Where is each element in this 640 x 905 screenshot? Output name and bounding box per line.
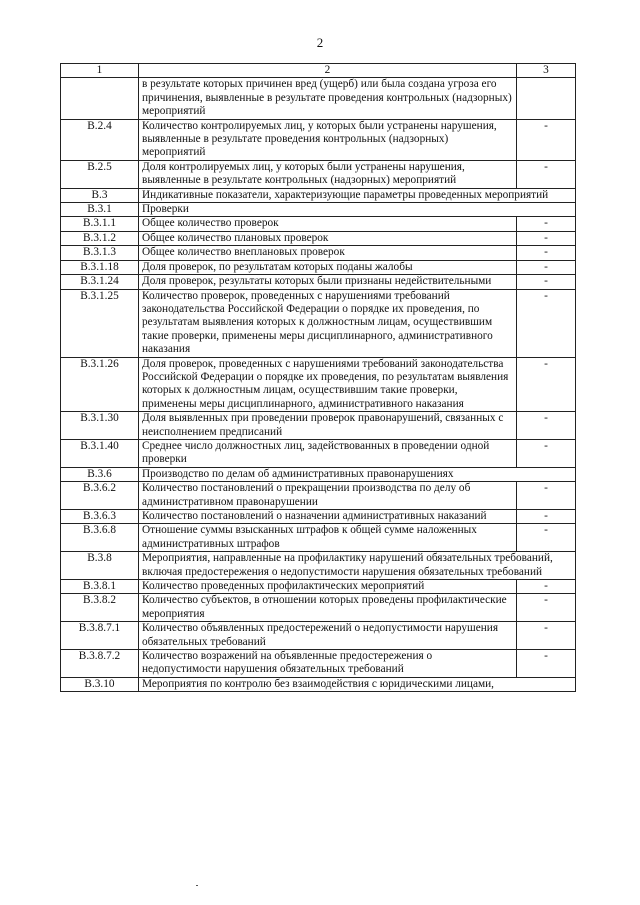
indicator-mark: - xyxy=(517,650,576,678)
indicator-description: Производство по делам об административных правонарушениях xyxy=(139,467,576,481)
indicator-mark: - xyxy=(517,482,576,510)
indicator-code: В.3.6.2 xyxy=(61,482,139,510)
indicator-code: В.2.4 xyxy=(61,119,139,160)
indicator-description: Количество постановлений о назначении административных наказаний xyxy=(139,510,517,524)
indicator-code: В.3.1.40 xyxy=(61,439,139,467)
table-row xyxy=(61,510,576,524)
indicator-description: Доля проверок, результаты которых были признаны недействительными xyxy=(139,275,517,289)
column-header-2: 2 xyxy=(139,64,517,78)
table-row xyxy=(61,467,576,481)
indicator-description: Количество проведенных профилактических мероприятий xyxy=(139,580,517,594)
indicator-mark: - xyxy=(517,217,576,231)
indicator-mark: - xyxy=(517,412,576,440)
indicator-description: Индикативные показатели, характеризующие параметры проведенных мероприятий xyxy=(139,188,576,202)
indicator-description: Количество проверок, проведенных с нарушениями требований законодательства Российской Федерации о порядке их проведения, по результатам выявления которых к должностным лицам, осуществившим такие проверки, применены меры дисциплинарного, административного наказания xyxy=(139,289,517,357)
indicator-code: В.3.1.24 xyxy=(61,275,139,289)
table-row xyxy=(61,119,576,160)
table-row xyxy=(61,217,576,231)
indicator-description: Количество объявленных предостережений о недопустимости нарушения обязательных требований xyxy=(139,622,517,650)
indicator-code: В.3.1.25 xyxy=(61,289,139,357)
scan-speck xyxy=(196,885,198,886)
indicator-description: Среднее число должностных лиц, задействованных в проведении одной проверки xyxy=(139,439,517,467)
indicator-mark: - xyxy=(517,622,576,650)
indicator-description: Количество возражений на объявленные предостережения о недопустимости нарушения обязательных требований xyxy=(139,650,517,678)
indicator-code: В.3.8.2 xyxy=(61,594,139,622)
indicator-mark: - xyxy=(517,246,576,260)
page-number: 2 xyxy=(316,35,324,50)
indicator-code: В.3.8.1 xyxy=(61,580,139,594)
table-row xyxy=(61,622,576,650)
indicator-description: Общее количество плановых проверок xyxy=(139,231,517,245)
table-row xyxy=(61,439,576,467)
table-row xyxy=(61,203,576,217)
table-row xyxy=(61,412,576,440)
indicator-code: В.3.8.7.2 xyxy=(61,650,139,678)
table-row xyxy=(61,594,576,622)
table-row xyxy=(61,289,576,357)
table-row xyxy=(61,580,576,594)
indicator-mark: - xyxy=(517,275,576,289)
indicator-description: Отношение суммы взысканных штрафов к общей сумме наложенных административных штрафов xyxy=(139,524,517,552)
indicator-code: В.3.1.2 xyxy=(61,231,139,245)
indicator-description: Доля проверок, проведенных с нарушениями требований законодательства Российской Федерации о порядке их проведения, по результатам выявления которых к должностным лицам, осуществившим такие проверки, применены меры дисциплинарного, административного наказания xyxy=(139,357,517,412)
indicator-description: Общее количество проверок xyxy=(139,217,517,231)
table-row xyxy=(61,677,576,691)
indicator-code: В.3.1.1 xyxy=(61,217,139,231)
table-row xyxy=(61,524,576,552)
indicator-code xyxy=(61,78,139,119)
indicator-description: Доля контролируемых лиц, у которых были устранены нарушения, выявленные в результате контрольных (надзорных) мероприятий xyxy=(139,160,517,188)
table-row xyxy=(61,275,576,289)
indicator-description: Общее количество внеплановых проверок xyxy=(139,246,517,260)
indicators-table xyxy=(60,63,576,692)
table-row xyxy=(61,482,576,510)
indicator-code: В.3.10 xyxy=(61,677,139,691)
indicator-mark: - xyxy=(517,357,576,412)
table-row xyxy=(61,650,576,678)
table-row xyxy=(61,78,576,119)
column-header-3: 3 xyxy=(517,64,576,78)
table-row xyxy=(61,160,576,188)
indicator-code: В.3.6 xyxy=(61,467,139,481)
indicator-mark: - xyxy=(517,510,576,524)
indicator-mark: - xyxy=(517,594,576,622)
table-row xyxy=(61,260,576,274)
table-row xyxy=(61,357,576,412)
indicator-description: Количество контролируемых лиц, у которых были устранены нарушения, выявленные в результате проведения контрольных (надзорных) мероприятий xyxy=(139,119,517,160)
table-header-row xyxy=(61,64,576,78)
indicator-mark: - xyxy=(517,580,576,594)
indicator-description: Доля выявленных при проведении проверок правонарушений, связанных с неисполнением предписаний xyxy=(139,412,517,440)
indicator-description: Мероприятия по контролю без взаимодействия с юридическими лицами, xyxy=(139,677,576,691)
indicator-mark: - xyxy=(517,524,576,552)
indicator-code: В.3.1.30 xyxy=(61,412,139,440)
indicator-description: Количество постановлений о прекращении производства по делу об административном правонарушении xyxy=(139,482,517,510)
indicator-mark: - xyxy=(517,231,576,245)
indicator-mark xyxy=(517,78,576,119)
column-header-1: 1 xyxy=(61,64,139,78)
indicator-code: В.3.6.8 xyxy=(61,524,139,552)
indicator-code: В.3.6.3 xyxy=(61,510,139,524)
table-row xyxy=(61,552,576,580)
indicator-mark: - xyxy=(517,260,576,274)
table-row xyxy=(61,246,576,260)
indicator-description: Количество субъектов, в отношении которых проведены профилактические мероприятия xyxy=(139,594,517,622)
indicator-description: Доля проверок, по результатам которых поданы жалобы xyxy=(139,260,517,274)
indicator-code: В.3.1.18 xyxy=(61,260,139,274)
indicator-code: В.3.1 xyxy=(61,203,139,217)
indicator-description: Проверки xyxy=(139,203,576,217)
indicator-mark: - xyxy=(517,160,576,188)
indicator-code: В.3 xyxy=(61,188,139,202)
table-row xyxy=(61,188,576,202)
table-row xyxy=(61,231,576,245)
indicator-mark: - xyxy=(517,119,576,160)
indicator-description: Мероприятия, направленные на профилактику нарушений обязательных требований, включая предостережения о недопустимости нарушения обязательных требований xyxy=(139,552,576,580)
indicator-code: В.2.5 xyxy=(61,160,139,188)
indicator-description: в результате которых причинен вред (ущерб) или была создана угроза его причинения, выявленные в результате проведения контрольных (надзорных) мероприятий xyxy=(139,78,517,119)
indicator-code: В.3.1.26 xyxy=(61,357,139,412)
indicator-code: В.3.8.7.1 xyxy=(61,622,139,650)
indicator-mark: - xyxy=(517,289,576,357)
indicator-code: В.3.1.3 xyxy=(61,246,139,260)
table-body xyxy=(61,78,576,692)
indicator-mark: - xyxy=(517,439,576,467)
indicator-code: В.3.8 xyxy=(61,552,139,580)
